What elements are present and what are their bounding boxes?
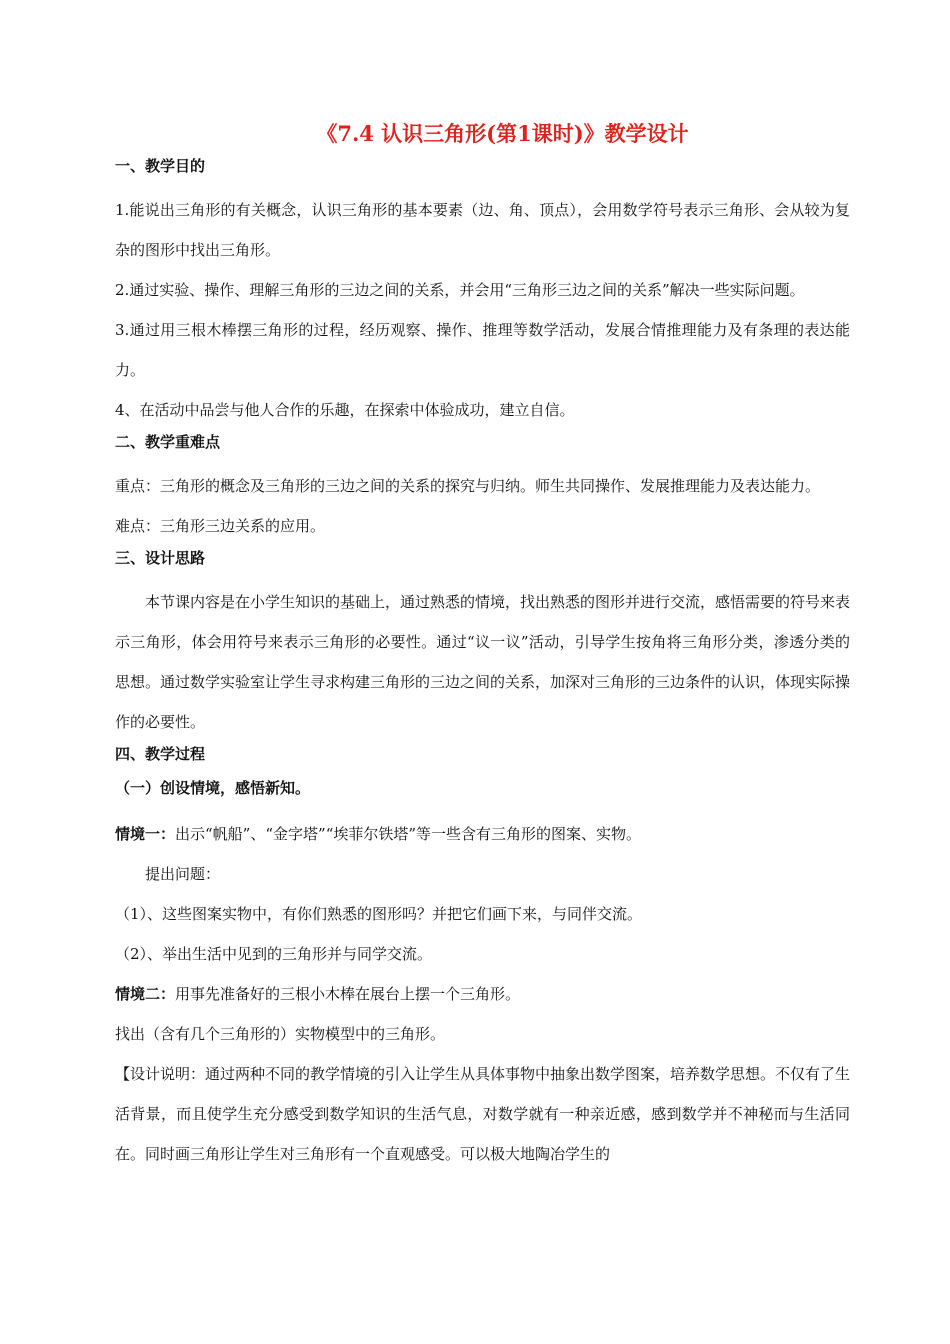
objective-3: 3.通过用三根木棒摆三角形的过程，经历观察、操作、推理等数学活动，发展合情推理能力及有条理的表达能力。 xyxy=(115,321,850,379)
scene-1-text: 出示“帆船”、“金字塔”“埃菲尔铁塔”等一些含有三角形的图案、实物。 xyxy=(175,825,642,843)
objective-4: 4、在活动中品尝与他人合作的乐趣，在探索中体验成功，建立自信。 xyxy=(115,401,575,419)
scene-1-label: 情境一： xyxy=(115,825,176,843)
section-heading-key-points: 二、教学重难点 xyxy=(115,433,221,451)
scene-2-label: 情境二： xyxy=(115,985,176,1003)
difficult-point-text: 难点：三角形三边关系的应用。 xyxy=(115,517,326,535)
scene-2-text: 用事先准备好的三根小木棒在展台上摆一个三角形。 xyxy=(175,985,521,1003)
section-heading-process: 四、教学过程 xyxy=(115,745,206,763)
scene-2 xyxy=(115,974,850,1014)
section-heading-objectives: 一、教学目的 xyxy=(115,157,206,175)
section-heading-design: 三、设计思路 xyxy=(115,549,206,567)
objective-2: 2.通过实验、操作、理解三角形的三边之间的关系，并会用“三角形三边之间的关系”解决一些实际问题。 xyxy=(115,281,805,299)
key-point-text: 重点：三角形的概念及三角形的三边之间的关系的探究与归纳。师生共同操作、发展推理能力及表达能力。 xyxy=(115,477,821,495)
design-body: 本节课内容是在小学生知识的基础上，通过熟悉的情境，找出熟悉的图形并进行交流，感悟需要的符号来表示三角形，体会用符号来表示三角形的必要性。通过“议一议”活动，引导学生按角将三角形分类，渗透分类的思想。通过数学实验室让学生寻求构建三角形的三边之间的关系，加深对三角形的三边条件的认识，体现实际操作的必要性。 xyxy=(115,593,851,731)
question-2: （2）、举出生活中见到的三角形并与同学交流。 xyxy=(115,945,433,963)
scene-1 xyxy=(115,814,850,854)
design-note: 【设计说明：通过两种不同的教学情境的引入让学生从具体事物中抽象出数学图案，培养数学思想。不仅有了生活背景，而且使学生充分感受到数学知识的生活气息，对数学就有一种亲近感，感到数学并不神秘而与生活同在。同时画三角形让学生对三角形有一个直观感受。可以极大地陶冶学生的 xyxy=(115,1065,851,1163)
document-title: 《7.4 认识三角形(第1课时)》教学设计 xyxy=(316,121,689,146)
question-label: 提出问题： xyxy=(145,865,221,883)
question-1: （1）、这些图案实物中，有你们熟悉的图形吗？并把它们画下来，与同伴交流。 xyxy=(115,905,643,923)
objective-1: 1.能说出三角形的有关概念，认识三角形的基本要素（边、角、顶点），会用数学符号表示三角形、会从较为复杂的图形中找出三角形。 xyxy=(115,201,850,259)
subsection-heading-context: （一）创设情境，感悟新知。 xyxy=(115,779,311,797)
find-triangles-text: 找出（含有几个三角形的）实物模型中的三角形。 xyxy=(115,1025,446,1043)
